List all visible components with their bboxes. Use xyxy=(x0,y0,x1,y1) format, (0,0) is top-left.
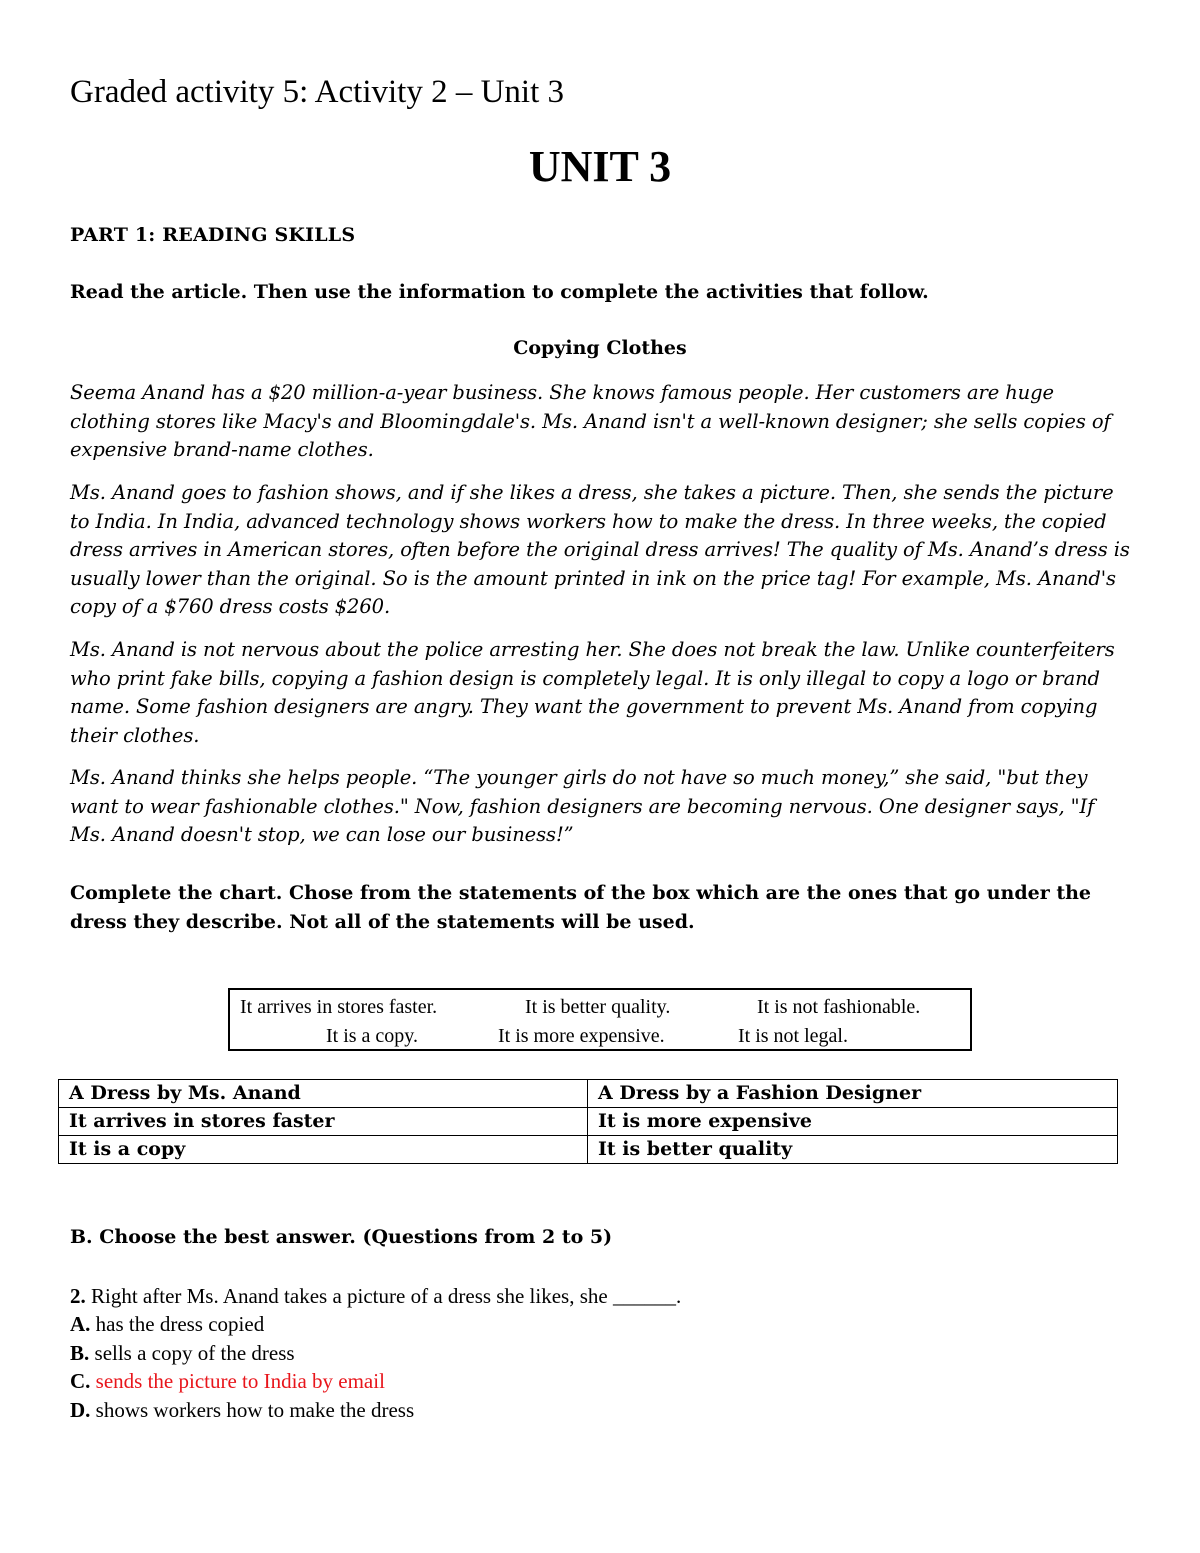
article-paragraph: Ms. Anand thinks she helps people. “The younger girls do not have so much money,” she said, "but they want to wear fashionable clothes." Now, fashion designers are becoming nervous. One designer says, "If Ms. Anand doesn't stop, we can lose our business!” xyxy=(70,766,1095,846)
table-cell: It is a copy xyxy=(59,1136,588,1164)
article-paragraph: Seema Anand has a $20 million-a-year business. She knows famous people. Her customers are huge clothing stores like Macy's and Bloomingdale's. Ms. Anand isn't a well-known designer; she sells copies of expensive brand-name clothes. xyxy=(70,381,1111,461)
article-paragraph: Ms. Anand goes to fashion shows, and if she likes a dress, she takes a picture. Then, she sends the picture to India. In India, advanced technology shows workers how to make the dress. In three weeks, the copied dress arrives in American stores, often before the original dress arrives! The quality of Ms. Anand’s dress is usually lower than the original. So is the amount printed in ink on the price tag! For example, Ms. Anand's copy of a $760 dress costs $260. xyxy=(70,481,1130,618)
question-2 xyxy=(70,1282,681,1311)
option-text: has the dress copied xyxy=(95,1312,265,1336)
table-cell: It arrives in stores faster xyxy=(59,1108,588,1136)
question-text: Right after Ms. Anand takes a picture of a dress she likes, she ______. xyxy=(91,1284,682,1308)
option-letter: D. xyxy=(70,1398,91,1422)
statement: It is more expensive. xyxy=(498,1025,665,1047)
reading-instruction: Read the article. Then use the information to complete the activities that follow. xyxy=(70,281,929,303)
table-cell: It is better quality xyxy=(588,1136,1118,1164)
chart-instruction: Complete the chart. Chose from the statements of the box which are the ones that go under the dress they describe. Not all of the statements will be used. xyxy=(70,882,1092,933)
option-d[interactable] xyxy=(70,1396,414,1425)
document-title: Graded activity 5: Activity 2 – Unit 3 xyxy=(70,74,565,110)
option-text: shows workers how to make the dress xyxy=(95,1398,415,1422)
table-header-cell: A Dress by a Fashion Designer xyxy=(588,1080,1118,1108)
section-b-heading: B. Choose the best answer. (Questions from 2 to 5) xyxy=(70,1226,613,1248)
option-text-selected: sends the picture to India by email xyxy=(95,1369,385,1393)
option-letter: A. xyxy=(70,1312,91,1336)
table-cell: It is more expensive xyxy=(588,1108,1118,1136)
statement: It is not legal. xyxy=(738,1025,848,1047)
table-row xyxy=(59,1136,1118,1164)
option-text: sells a copy of the dress xyxy=(94,1341,295,1365)
article-title: Copying Clothes xyxy=(513,337,687,359)
table-row xyxy=(59,1108,1118,1136)
option-b[interactable] xyxy=(70,1339,295,1368)
article-paragraph: Ms. Anand is not nervous about the police arresting her. She does not break the law. Unlike counterfeiters who print fake bills, copying a fashion design is completely legal. It is only illegal to copy a logo or brand name. Some fashion designers are angry. They want the government to prevent Ms. Anand from copying their clothes. xyxy=(70,638,1115,747)
table-header-cell: A Dress by Ms. Anand xyxy=(59,1080,588,1108)
question-number: 2. xyxy=(70,1284,86,1308)
part-heading: PART 1: READING SKILLS xyxy=(70,224,356,246)
option-letter: C. xyxy=(70,1369,91,1393)
statement-row xyxy=(230,993,970,1021)
statement-box xyxy=(228,988,972,1051)
statement: It is better quality. xyxy=(525,996,671,1018)
table-header-row xyxy=(59,1080,1118,1108)
statement-row xyxy=(230,1022,970,1050)
option-letter: B. xyxy=(70,1341,90,1365)
unit-heading: UNIT 3 xyxy=(528,142,672,191)
statement: It arrives in stores faster. xyxy=(240,996,438,1018)
option-c[interactable] xyxy=(70,1367,385,1396)
statement: It is not fashionable. xyxy=(757,996,921,1018)
option-a[interactable] xyxy=(70,1310,264,1339)
statement: It is a copy. xyxy=(326,1025,419,1047)
answer-table xyxy=(58,1079,1118,1164)
